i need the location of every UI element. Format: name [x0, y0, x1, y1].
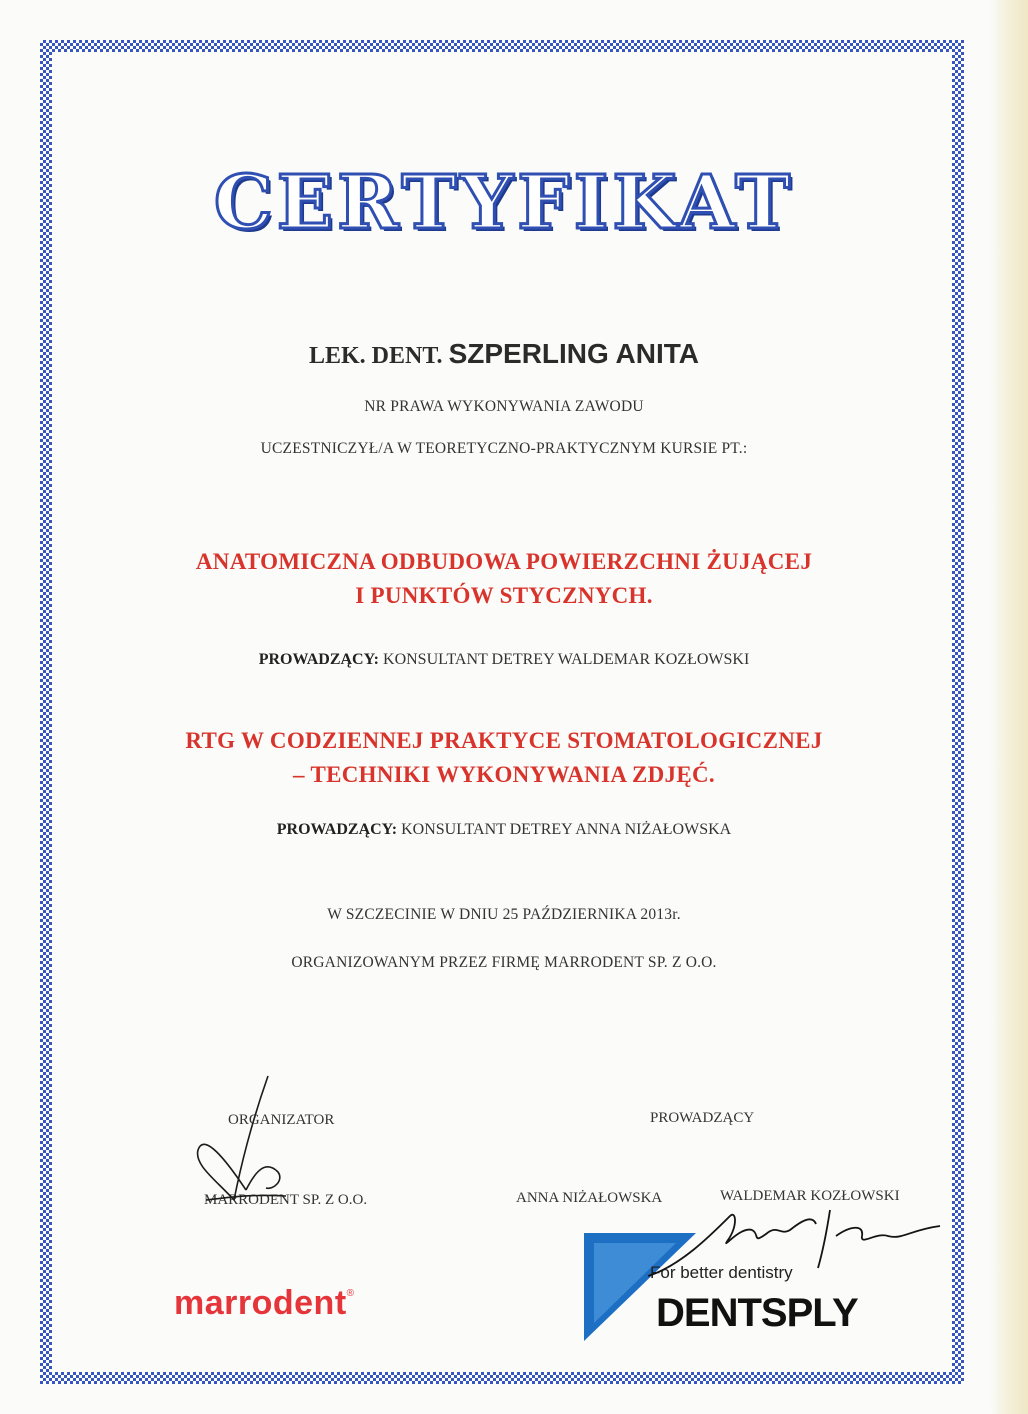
- recipient-line: [0, 338, 1008, 370]
- checkered-border-top: [40, 40, 964, 52]
- course-2-title-line-1: RTG W CODZIENNEJ PRAKTYCE STOMATOLOGICZNEJ: [185, 728, 823, 753]
- marrodent-logo: marrodent®: [174, 1284, 355, 1322]
- organizer-label: ORGANIZATOR: [228, 1112, 335, 1128]
- certificate-title: CERTYFIKAT: [213, 160, 795, 246]
- course-2-title-line-2: – TECHNIKI WYKONYWANIA ZDJĘĆ.: [293, 762, 715, 787]
- dentsply-wordmark: DENTSPLY: [656, 1291, 858, 1335]
- course-2-title: [0, 724, 1008, 792]
- lead-2-name: WALDEMAR KOZŁOWSKI: [720, 1188, 900, 1204]
- license-line: NR PRAWA WYKONYWANIA ZAWODU: [364, 398, 644, 415]
- course-1-lead: [0, 651, 1008, 669]
- course-1-lead-label: PROWADZĄCY:: [258, 651, 380, 668]
- organizer-company: MARRODENT SP. Z O.O.: [204, 1192, 368, 1208]
- course-1-title-line-1: ANATOMICZNA ODBUDOWA POWIERZCHNI ŻUJĄCEJ: [195, 549, 813, 574]
- course-2-lead: [0, 821, 1008, 839]
- organizer-signature-icon: [186, 1070, 306, 1220]
- leads-label: PROWADZĄCY: [650, 1110, 755, 1126]
- recipient-prefix: LEK. DENT.: [308, 343, 443, 369]
- checkered-border-bottom: [40, 1372, 964, 1384]
- course-2-lead-value: KONSULTANT DETREY ANNA NIŻAŁOWSKA: [401, 821, 732, 838]
- lead-signature-icon: [640, 1196, 950, 1286]
- course-1-lead-value: KONSULTANT DETREY WALDEMAR KOZŁOWSKI: [383, 651, 750, 668]
- dentsply-tagline: For better dentistry: [650, 1263, 793, 1282]
- recipient-name: SZPERLING ANITA: [448, 338, 700, 369]
- lead-1-name: ANNA NIŻAŁOWSKA: [516, 1190, 663, 1206]
- participation-line: UCZESTNICZYŁ/A W TEORETYCZNO-PRAKTYCZNYM KURSIE PT.:: [260, 440, 748, 457]
- place-date: W SZCZECINIE W DNIU 25 PAŹDZIERNIKA 2013r.: [327, 906, 681, 923]
- course-2-lead-label: PROWADZĄCY:: [276, 821, 398, 838]
- course-1-title-line-2: I PUNKTÓW STYCZNYCH.: [355, 583, 653, 608]
- course-1-title: [0, 545, 1008, 613]
- organized-by: ORGANIZOWANYM PRZEZ FIRMĘ MARRODENT SP. Z O.O.: [291, 954, 717, 971]
